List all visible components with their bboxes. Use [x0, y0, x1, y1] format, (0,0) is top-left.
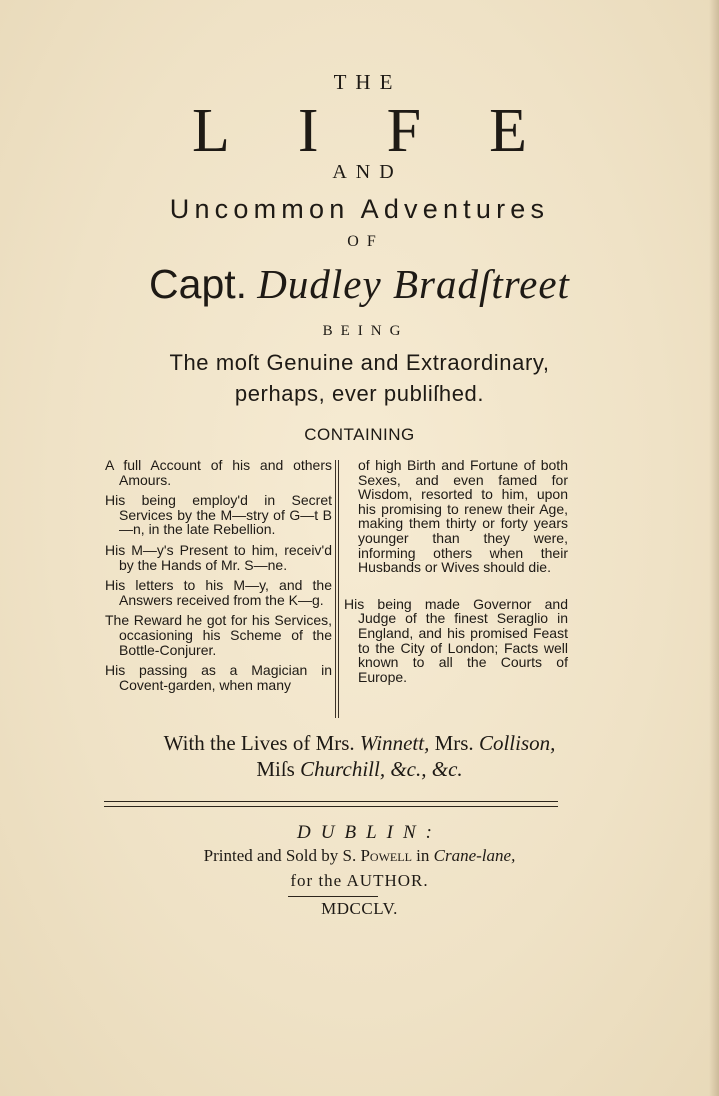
imprint-printer-line: [0, 846, 719, 866]
contents-entry: His passing as a Magician in Covent-garden, when many: [105, 662, 332, 693]
containing-heading: CONTAINING: [304, 425, 415, 444]
imprint-for-author: for the AUTHOR.: [290, 871, 429, 890]
contents-entry: His being employ'd in Secret Services by the M—stry of G—t B—n, in the late Rebellion.: [105, 492, 332, 538]
contents-entry: The Reward he got for his Services, occasioning his Scheme of the Bottle-Conjurer.: [105, 612, 332, 658]
subtitle-line-1: The moſt Genuine and Extraordinary,: [169, 350, 550, 375]
imprint-printer: Powell: [360, 846, 412, 865]
title-life: [0, 96, 719, 167]
title-life-letter: F: [386, 97, 422, 165]
lives-name: Winnett,: [359, 731, 430, 755]
date-rule: [288, 896, 378, 897]
title-being: BEING: [322, 323, 409, 339]
imprint-text: in: [416, 846, 430, 865]
title-capt: Capt.: [149, 261, 248, 307]
contents-entry: A full Account of his and others Amours.: [105, 457, 332, 488]
title-and: AND: [332, 161, 403, 183]
contents-entry: His M—y's Present to him, receiv'd by the Hands of Mr. S—ne.: [105, 541, 332, 573]
column-divider: [335, 460, 336, 718]
subtitle-line-2: perhaps, ever publiſhed.: [234, 381, 485, 406]
contents-left-column: [105, 458, 332, 698]
title-captain: [0, 260, 719, 308]
lives-name: Collison,: [478, 731, 556, 755]
contents-entry: His letters to his M—y, and the Answers received from the K—g.: [105, 577, 332, 608]
double-rule: [104, 806, 558, 807]
title-life-letter: E: [489, 97, 527, 165]
lives-text: With the Lives of Mrs.: [163, 731, 355, 755]
lives-line-1: [0, 731, 719, 756]
lives-line-2: [0, 757, 719, 782]
imprint-date: MDCCLV.: [321, 899, 398, 918]
column-divider: [338, 460, 339, 718]
title-name: Dudley Bradſtreet: [257, 261, 570, 307]
contents-entry: His being made Governor and Judge of the finest Seraglio in England, and his promised Feast to the City of London; Facts well known to all the Courts of Europe.: [344, 595, 568, 685]
double-rule: [104, 801, 558, 802]
title-uncommon-adventures: Uncommon Adventures: [169, 194, 550, 224]
contents-right-column: [344, 458, 568, 690]
imprint-city: DUBLIN:: [297, 822, 442, 843]
lives-text: Miſs: [256, 757, 295, 781]
title-life-letter: L: [192, 97, 230, 165]
imprint-place: Crane-lane,: [433, 846, 516, 865]
title-the: THE: [333, 70, 402, 94]
title-life-letter: I: [297, 97, 319, 165]
imprint-text: Printed and Sold by S.: [203, 846, 357, 865]
lives-name: Churchill, &c., &c.: [300, 757, 463, 781]
title-of: OF: [347, 233, 384, 250]
contents-entry: of high Birth and Fortune of both Sexes, and even famed for Wisdom, resorted to him, upon his promising to renew their Age, making them thirty or forty years younger than they were, informing others when their Husbands or Wives should die.: [358, 457, 568, 576]
lives-text: Mrs.: [434, 731, 474, 755]
